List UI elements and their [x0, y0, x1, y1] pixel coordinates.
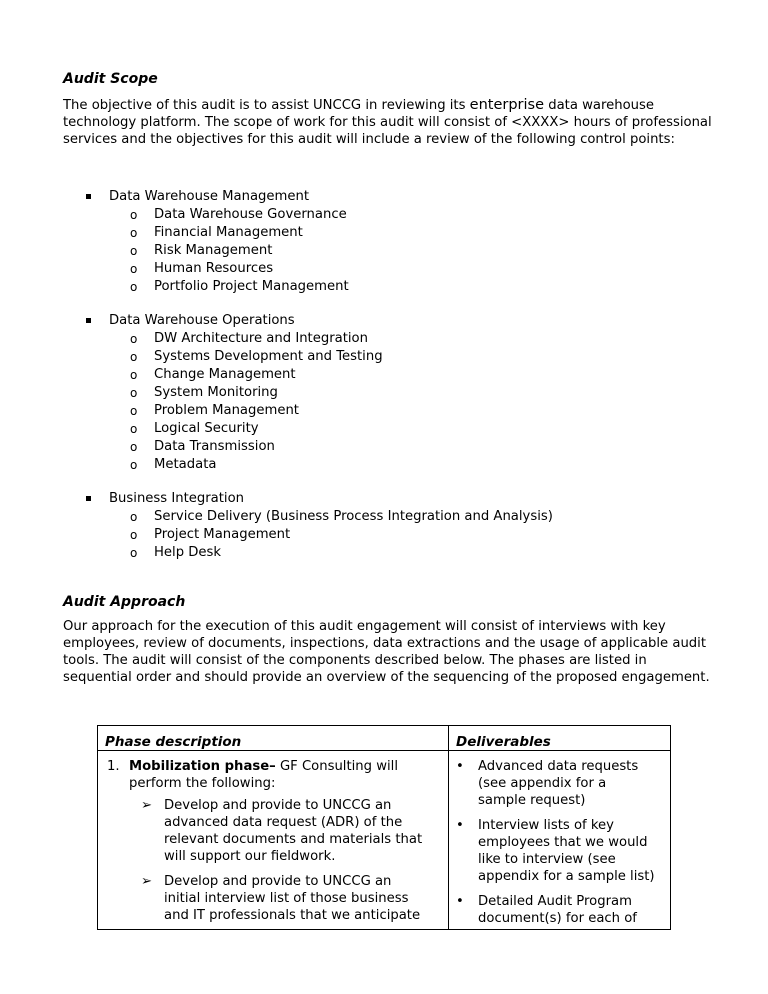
scope-item: Project Management — [154, 527, 291, 542]
phase-text-line: initial interview list of those business — [164, 891, 409, 906]
deliverable-line: document(s) for each of — [478, 911, 637, 926]
scope-item: Logical Security — [154, 421, 259, 436]
phase-text-line: advanced data request (ADR) of the — [164, 815, 403, 830]
scope-group-title: Data Warehouse Management — [109, 189, 310, 204]
phase-text-line: Develop and provide to UNCCG an — [164, 798, 392, 813]
square-bullet-icon — [86, 496, 91, 501]
deliverable-line: sample request) — [478, 793, 586, 808]
scope-item: Human Resources — [154, 261, 274, 276]
dot-bullet-icon: • — [456, 759, 464, 774]
circle-bullet-icon: o — [130, 404, 138, 418]
scope-group-business-integration — [0, 490, 768, 562]
scope-group-dw-management — [0, 188, 768, 296]
scope-group-title: Business Integration — [109, 491, 245, 506]
scope-item: System Monitoring — [154, 385, 278, 400]
col-header-deliverables: Deliverables — [449, 726, 671, 751]
dot-bullet-icon: • — [456, 818, 464, 833]
circle-bullet-icon: o — [130, 332, 138, 346]
circle-bullet-icon: o — [130, 510, 138, 524]
deliverable-line: Interview lists of key — [478, 818, 614, 833]
table-row — [98, 751, 671, 930]
audit-scope-heading: Audit Scope — [63, 71, 158, 87]
deliverable-line: appendix for a sample list) — [478, 869, 655, 884]
phase-text-line: and IT professionals that we anticipate — [164, 908, 421, 923]
scope-item: Problem Management — [154, 403, 299, 418]
deliverable-line: (see appendix for a — [478, 776, 607, 791]
phase-text-line: Develop and provide to UNCCG an — [164, 874, 392, 889]
circle-bullet-icon: o — [130, 440, 138, 454]
audit-scope-paragraph: The objective of this audit is to assist UNCCG in reviewing its enterprise data warehouse technology platform. The scope of work for this audit will consist of <XXXX> hours of professional services and the objectives for this audit will include a review of the following control points: — [63, 97, 712, 147]
scope-item: Financial Management — [154, 225, 303, 240]
audit-approach-paragraph: Our approach for the execution of this audit engagement will consist of interviews with key employees, review of documents, inspections, data extractions and the usage of applicable audit tools. The audit will consist of the components described below. The phases are listed in sequential order and should provide an overview of the sequencing of the proposed engagement. — [63, 619, 710, 685]
circle-bullet-icon: o — [130, 458, 138, 472]
phase-text-line: perform the following: — [129, 776, 276, 791]
scope-item: Portfolio Project Management — [154, 279, 349, 294]
dot-bullet-icon: • — [456, 894, 464, 909]
scope-item: Metadata — [154, 457, 217, 472]
arrow-bullet-icon: ➢ — [141, 798, 153, 813]
circle-bullet-icon: o — [130, 244, 138, 258]
scope-item: Change Management — [154, 367, 296, 382]
deliverable-line: Advanced data requests — [478, 759, 639, 774]
deliverable-line: employees that we would — [478, 835, 648, 850]
scope-item: Systems Development and Testing — [154, 349, 383, 364]
circle-bullet-icon: o — [130, 546, 138, 560]
table-header-row — [98, 726, 671, 751]
phase-text-line: will support our fieldwork. — [164, 849, 336, 864]
circle-bullet-icon: o — [130, 208, 138, 222]
circle-bullet-icon: o — [130, 368, 138, 382]
circle-bullet-icon: o — [130, 350, 138, 364]
scope-item: Service Delivery (Business Process Integration and Analysis) — [154, 509, 553, 524]
scope-item: Data Warehouse Governance — [154, 207, 347, 222]
phase-text-line: relevant documents and materials that — [164, 832, 423, 847]
deliverables-cell — [449, 751, 671, 930]
deliverable-line: Detailed Audit Program — [478, 894, 632, 909]
phase-number: 1. — [107, 759, 120, 774]
col-header-phase-description: Phase description — [98, 726, 449, 751]
circle-bullet-icon: o — [130, 280, 138, 294]
deliverable-line: like to interview (see — [478, 852, 616, 867]
scope-item: Help Desk — [154, 545, 222, 560]
circle-bullet-icon: o — [130, 386, 138, 400]
circle-bullet-icon: o — [130, 262, 138, 276]
square-bullet-icon — [86, 194, 91, 199]
scope-group-dw-operations — [0, 312, 768, 474]
phase-table — [97, 725, 671, 930]
square-bullet-icon — [86, 318, 91, 323]
scope-item: DW Architecture and Integration — [154, 331, 368, 346]
phase-title-line: Mobilization phase– GF Consulting will — [129, 759, 398, 774]
phase-description-cell — [98, 751, 449, 930]
scope-group-title: Data Warehouse Operations — [109, 313, 295, 328]
circle-bullet-icon: o — [130, 422, 138, 436]
scope-item: Risk Management — [154, 243, 273, 258]
arrow-bullet-icon: ➢ — [141, 874, 153, 889]
scope-item: Data Transmission — [154, 439, 275, 454]
circle-bullet-icon: o — [130, 226, 138, 240]
circle-bullet-icon: o — [130, 528, 138, 542]
audit-approach-heading: Audit Approach — [63, 594, 186, 610]
